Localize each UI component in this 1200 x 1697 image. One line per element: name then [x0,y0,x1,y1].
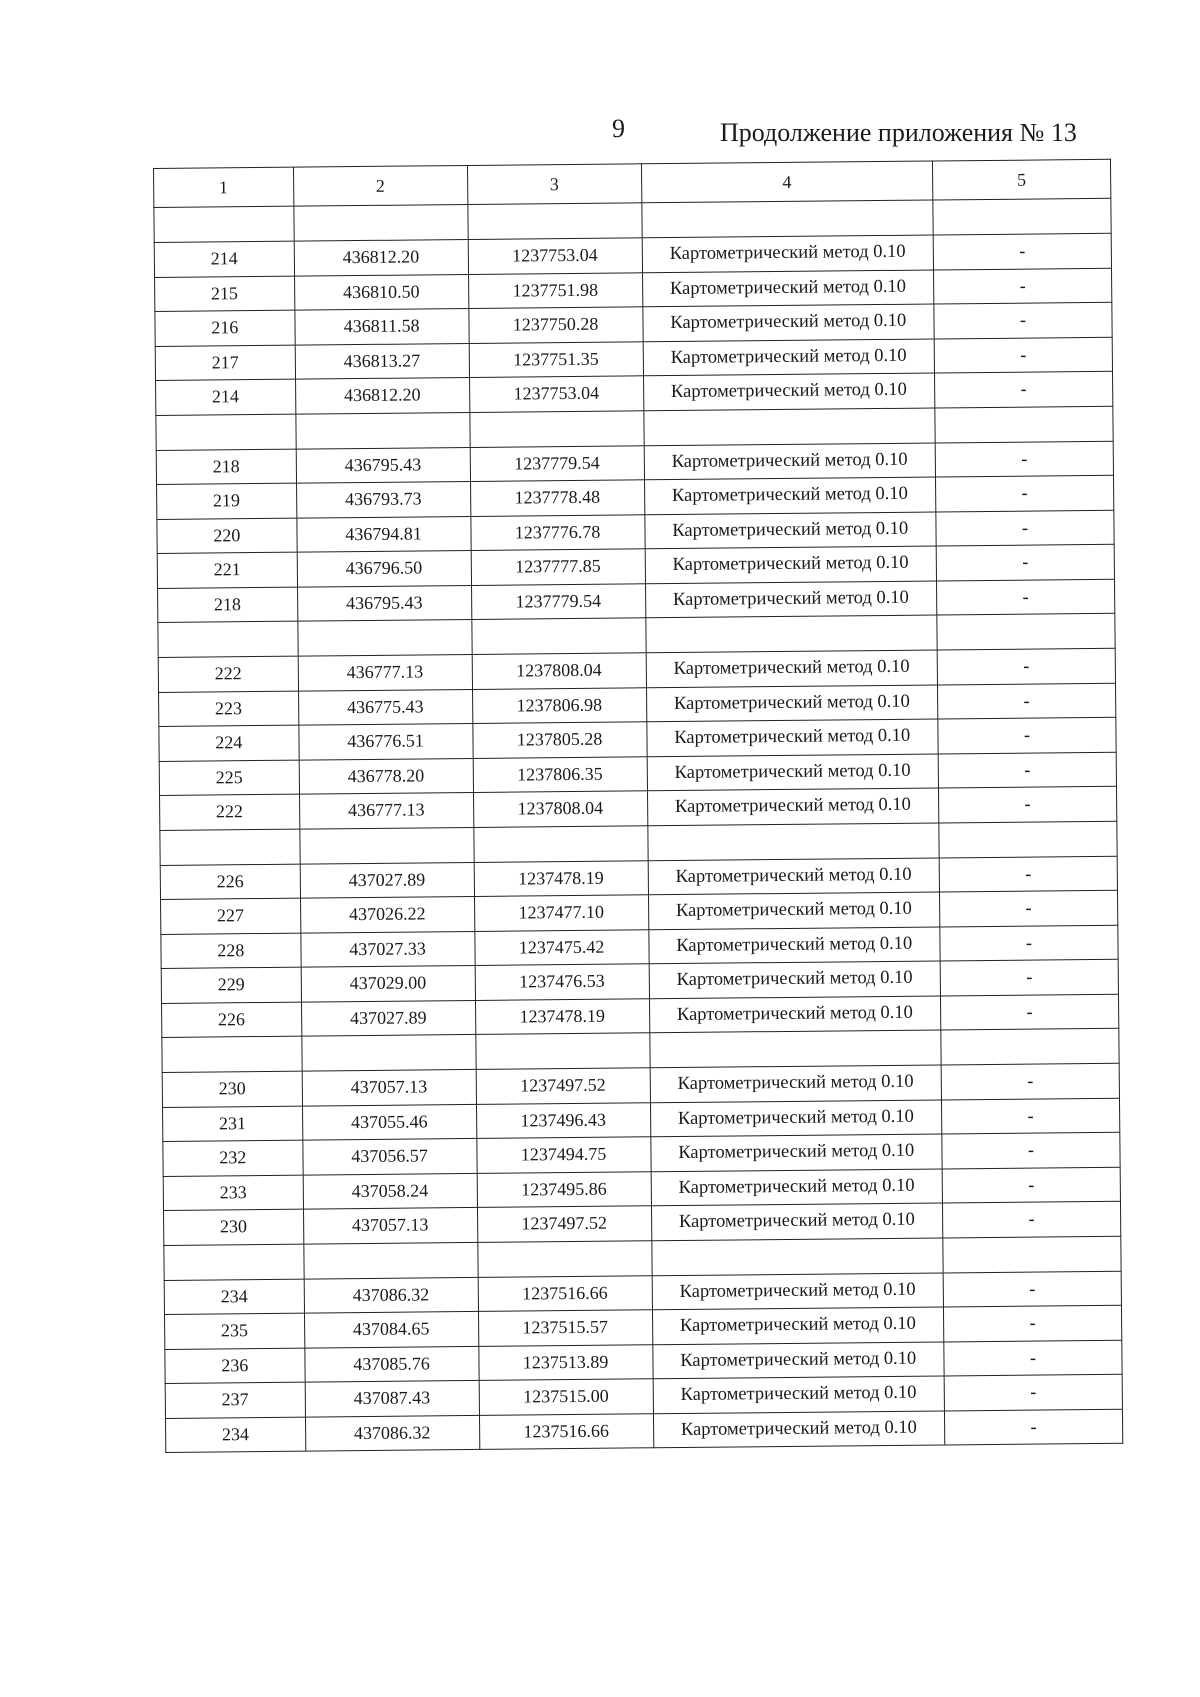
x-coordinate-cell: 437057.13 [303,1207,477,1243]
note-cell: - [939,856,1117,892]
point-number-cell: 234 [165,1417,305,1453]
point-number-cell: 237 [165,1382,305,1418]
empty-cell [937,613,1115,650]
x-coordinate-cell: 436811.58 [294,308,468,344]
note-cell: - [933,268,1111,304]
column-header: 5 [932,159,1110,200]
empty-cell [649,1030,941,1068]
method-cell: Картометрический метод 0.10 [644,443,936,480]
method-cell: Картометрический метод 0.10 [652,1272,944,1309]
x-coordinate-cell: 436813.27 [295,343,469,379]
column-header: 1 [154,167,294,207]
note-cell: - [935,475,1113,511]
point-number-cell: 218 [158,587,298,623]
method-cell: Картометрический метод 0.10 [650,1099,942,1136]
note-cell: - [937,648,1115,684]
method-cell: Картометрический метод 0.10 [648,926,940,963]
method-cell: Картометрический метод 0.10 [651,1168,943,1205]
empty-cell [943,1236,1121,1273]
point-number-cell: 216 [155,310,295,346]
note-cell: - [941,1098,1119,1134]
empty-cell [651,1237,943,1275]
note-cell: - [944,1409,1122,1445]
empty-cell [647,822,939,860]
page-caption: Продолжение приложения № 13 [720,118,1077,147]
point-number-cell: 214 [154,241,294,277]
x-coordinate-cell: 437057.13 [302,1069,476,1105]
method-cell: Картометрический метод 0.10 [648,892,940,929]
note-cell: - [939,890,1117,926]
x-coordinate-cell: 437058.24 [303,1173,477,1209]
empty-cell [641,200,933,238]
x-coordinate-cell: 436795.43 [296,447,470,483]
y-coordinate-cell: 1237806.35 [473,756,647,792]
note-cell: - [936,579,1114,615]
method-cell: Картометрический метод 0.10 [642,235,934,272]
y-coordinate-cell: 1237516.66 [479,1413,653,1449]
y-coordinate-cell: 1237778.48 [470,480,644,516]
note-cell: - [941,1063,1119,1099]
note-cell: - [940,925,1118,961]
note-cell: - [942,1201,1120,1237]
empty-cell [301,1034,475,1071]
x-coordinate-cell: 437055.46 [302,1104,476,1140]
y-coordinate-cell: 1237476.53 [475,964,649,1000]
y-coordinate-cell: 1237776.78 [470,514,644,550]
note-cell: - [940,959,1118,995]
note-cell: - [934,337,1112,373]
method-cell: Картометрический метод 0.10 [653,1376,945,1413]
y-coordinate-cell: 1237808.04 [472,653,646,689]
empty-cell [477,1240,651,1277]
x-coordinate-cell: 437027.89 [300,862,474,898]
point-number-cell: 222 [158,656,298,692]
empty-cell [941,1028,1119,1065]
column-header: 3 [467,164,641,205]
empty-cell [295,412,469,449]
x-coordinate-cell: 437029.00 [301,965,475,1001]
method-cell: Картометрический метод 0.10 [649,961,941,998]
y-coordinate-cell: 1237497.52 [477,1206,651,1242]
point-number-cell: 219 [157,483,297,519]
y-coordinate-cell: 1237779.54 [470,445,644,481]
y-coordinate-cell: 1237477.10 [474,895,648,931]
point-number-cell: 214 [156,379,296,415]
method-cell: Картометрический метод 0.10 [648,857,940,894]
point-number-cell: 229 [161,967,301,1003]
x-coordinate-cell: 436794.81 [296,516,470,552]
point-number-cell: 236 [165,1348,305,1384]
point-number-cell: 215 [155,276,295,312]
empty-cell [164,1244,304,1280]
point-number-cell: 232 [163,1140,303,1176]
empty-cell [160,829,300,865]
method-cell: Картометрический метод 0.10 [643,339,935,376]
page-number: 9 [612,114,625,143]
y-coordinate-cell: 1237496.43 [476,1102,650,1138]
empty-cell [299,827,473,864]
method-cell: Картометрический метод 0.10 [646,684,938,721]
method-cell: Картометрический метод 0.10 [649,995,941,1032]
note-cell: - [942,1132,1120,1168]
y-coordinate-cell: 1237777.85 [471,549,645,585]
coordinates-table [153,159,1123,1453]
point-number-cell: 218 [156,449,296,485]
method-cell: Картометрический метод 0.10 [652,1341,944,1378]
x-coordinate-cell: 437084.65 [304,1311,478,1347]
y-coordinate-cell: 1237516.66 [478,1275,652,1311]
method-cell: Картометрический метод 0.10 [650,1065,942,1102]
point-number-cell: 227 [161,898,301,934]
table-body [154,198,1123,1452]
note-cell: - [934,302,1112,338]
y-coordinate-cell: 1237495.86 [477,1171,651,1207]
empty-cell [467,203,641,240]
note-cell: - [944,1374,1122,1410]
method-cell: Картометрический метод 0.10 [646,650,938,687]
point-number-cell: 224 [159,725,299,761]
empty-cell [297,619,471,656]
method-cell: Картометрический метод 0.10 [647,788,939,825]
note-cell: - [943,1305,1121,1341]
empty-cell [158,621,298,657]
method-cell: Картометрический метод 0.10 [647,753,939,790]
note-cell: - [938,717,1116,753]
x-coordinate-cell: 437087.43 [305,1380,479,1416]
note-cell: - [933,233,1111,269]
method-cell: Картометрический метод 0.10 [642,304,934,341]
y-coordinate-cell: 1237475.42 [474,929,648,965]
point-number-cell: 226 [160,864,300,900]
x-coordinate-cell: 436810.50 [294,274,468,310]
note-cell: - [935,441,1113,477]
x-coordinate-cell: 437085.76 [304,1346,478,1382]
empty-cell [475,1033,649,1070]
x-coordinate-cell: 436812.20 [295,377,469,413]
column-header: 2 [293,165,467,206]
y-coordinate-cell: 1237751.98 [468,272,642,308]
point-number-cell: 228 [161,933,301,969]
method-cell: Картометрический метод 0.10 [650,1134,942,1171]
empty-cell [933,198,1111,235]
x-coordinate-cell: 437027.89 [301,1000,475,1036]
note-cell: - [936,510,1114,546]
method-cell: Картометрический метод 0.10 [653,1410,945,1447]
x-coordinate-cell: 436812.20 [294,239,468,275]
y-coordinate-cell: 1237806.98 [472,687,646,723]
method-cell: Картометрический метод 0.10 [644,477,936,514]
x-coordinate-cell: 436778.20 [299,758,473,794]
method-cell: Картометрический метод 0.10 [644,512,936,549]
empty-cell [643,408,935,446]
y-coordinate-cell: 1237515.57 [478,1310,652,1346]
empty-cell [645,615,937,653]
method-cell: Картометрический метод 0.10 [645,580,937,617]
y-coordinate-cell: 1237494.75 [476,1137,650,1173]
x-coordinate-cell: 436796.50 [297,550,471,586]
empty-cell [939,821,1117,858]
x-coordinate-cell: 436777.13 [299,792,473,828]
note-cell: - [942,1167,1120,1203]
point-number-cell: 222 [160,794,300,830]
empty-cell [293,204,467,241]
y-coordinate-cell: 1237497.52 [476,1068,650,1104]
point-number-cell: 226 [162,1002,302,1038]
method-cell: Картометрический метод 0.10 [652,1307,944,1344]
point-number-cell: 217 [155,345,295,381]
point-number-cell: 231 [163,1106,303,1142]
empty-cell [469,410,643,447]
method-cell: Картометрический метод 0.10 [646,719,938,756]
note-cell: - [934,371,1112,407]
x-coordinate-cell: 437056.57 [302,1138,476,1174]
empty-cell [154,206,294,242]
x-coordinate-cell: 437086.32 [305,1415,479,1451]
note-cell: - [943,1271,1121,1307]
y-coordinate-cell: 1237478.19 [474,860,648,896]
x-coordinate-cell: 436775.43 [298,689,472,725]
empty-cell [473,825,647,862]
empty-cell [303,1242,477,1279]
note-cell: - [938,752,1116,788]
empty-cell [471,618,645,655]
empty-cell [156,414,296,450]
point-number-cell: 220 [157,518,297,554]
method-cell: Картометрический метод 0.10 [643,373,935,410]
note-cell: - [944,1340,1122,1376]
point-number-cell: 230 [162,1071,302,1107]
empty-cell [935,406,1113,443]
column-header: 4 [641,161,933,203]
note-cell: - [938,786,1116,822]
x-coordinate-cell: 437027.33 [300,931,474,967]
y-coordinate-cell: 1237751.35 [469,341,643,377]
method-cell: Картометрический метод 0.10 [651,1203,943,1240]
note-cell: - [937,683,1115,719]
x-coordinate-cell: 436776.51 [298,723,472,759]
note-cell: - [940,994,1118,1030]
x-coordinate-cell: 436795.43 [297,585,471,621]
empty-cell [162,1036,302,1072]
y-coordinate-cell: 1237805.28 [472,722,646,758]
y-coordinate-cell: 1237808.04 [473,791,647,827]
y-coordinate-cell: 1237515.00 [479,1379,653,1415]
point-number-cell: 225 [159,760,299,796]
y-coordinate-cell: 1237513.89 [478,1344,652,1380]
x-coordinate-cell: 436793.73 [296,481,470,517]
y-coordinate-cell: 1237779.54 [471,583,645,619]
y-coordinate-cell: 1237478.19 [475,998,649,1034]
point-number-cell: 221 [157,552,297,588]
x-coordinate-cell: 437026.22 [300,896,474,932]
note-cell: - [936,544,1114,580]
y-coordinate-cell: 1237753.04 [468,238,642,274]
point-number-cell: 223 [159,691,299,727]
y-coordinate-cell: 1237753.04 [469,376,643,412]
x-coordinate-cell: 437086.32 [304,1277,478,1313]
point-number-cell: 233 [163,1175,303,1211]
y-coordinate-cell: 1237750.28 [468,307,642,343]
point-number-cell: 234 [164,1279,304,1315]
method-cell: Картометрический метод 0.10 [645,546,937,583]
point-number-cell: 230 [164,1209,304,1245]
x-coordinate-cell: 436777.13 [298,654,472,690]
point-number-cell: 235 [165,1313,305,1349]
method-cell: Картометрический метод 0.10 [642,270,934,307]
